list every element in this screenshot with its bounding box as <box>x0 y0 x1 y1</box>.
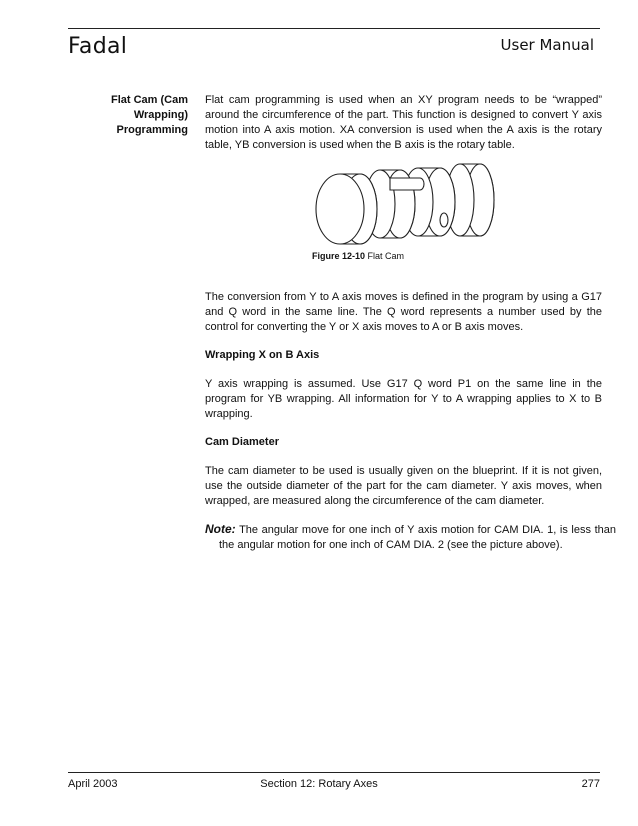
side-heading <box>80 93 188 138</box>
note-block <box>205 522 616 553</box>
cam-diameter-paragraph: The cam diameter to be used is usually given on the blueprint. If it is not given, use the outside diameter of the part for the cam diameter. Y axis moves, when wrapped, are measured along the circumference of the cam diameter. <box>205 465 602 507</box>
brand-title: Fadal <box>68 34 128 59</box>
flat-cam-figure <box>300 160 500 245</box>
intro-paragraph: Flat cam programming is used when an XY program needs to be “wrapped” around the circumference of the part. This function is designed to convert Y axis motion into A axis motion. XA conversion is used when the A axis is the rotary table, YB conversion is used when the B axis is the rotary table. <box>205 94 602 151</box>
header-rule <box>68 28 600 29</box>
side-heading-line: Flat Cam (Cam <box>110 94 188 106</box>
footer-date: April 2003 <box>68 778 118 790</box>
page-number: 277 <box>581 778 600 790</box>
figure-number: Figure 12-10 <box>312 251 366 261</box>
note-label: Note: <box>205 522 236 536</box>
manual-title: User Manual <box>500 36 594 54</box>
figure-title: Flat Cam <box>367 251 405 261</box>
wrapping-paragraph: Y axis wrapping is assumed. Use G17 Q word P1 on the same line in the program for YB wrapping. All information for Y to A wrapping applies to X to B wrapping. <box>205 378 602 420</box>
footer-section: Section 12: Rotary Axes <box>260 778 378 790</box>
note-text: The angular move for one inch of Y axis motion for CAM DIA. 1, is less than the angular motion for one inch of CAM DIA. 2 (see the picture above). <box>219 524 616 551</box>
cam-hole <box>440 213 448 227</box>
cam-disk-1-front <box>316 174 364 244</box>
cam-slot <box>390 178 424 190</box>
cam-diameter-heading: Cam Diameter <box>205 436 279 448</box>
side-heading-line: Wrapping) <box>133 109 188 121</box>
footer-rule <box>68 772 600 773</box>
conversion-paragraph: The conversion from Y to A axis moves is defined in the program by using a G17 and Q word in the same line. The Q word represents a number used by the control for converting the Y or X axis moves to A or B axis moves. <box>205 291 602 333</box>
side-heading-line: Programming <box>116 124 188 136</box>
wrapping-heading: Wrapping X on B Axis <box>205 349 320 361</box>
figure-caption <box>312 251 404 261</box>
